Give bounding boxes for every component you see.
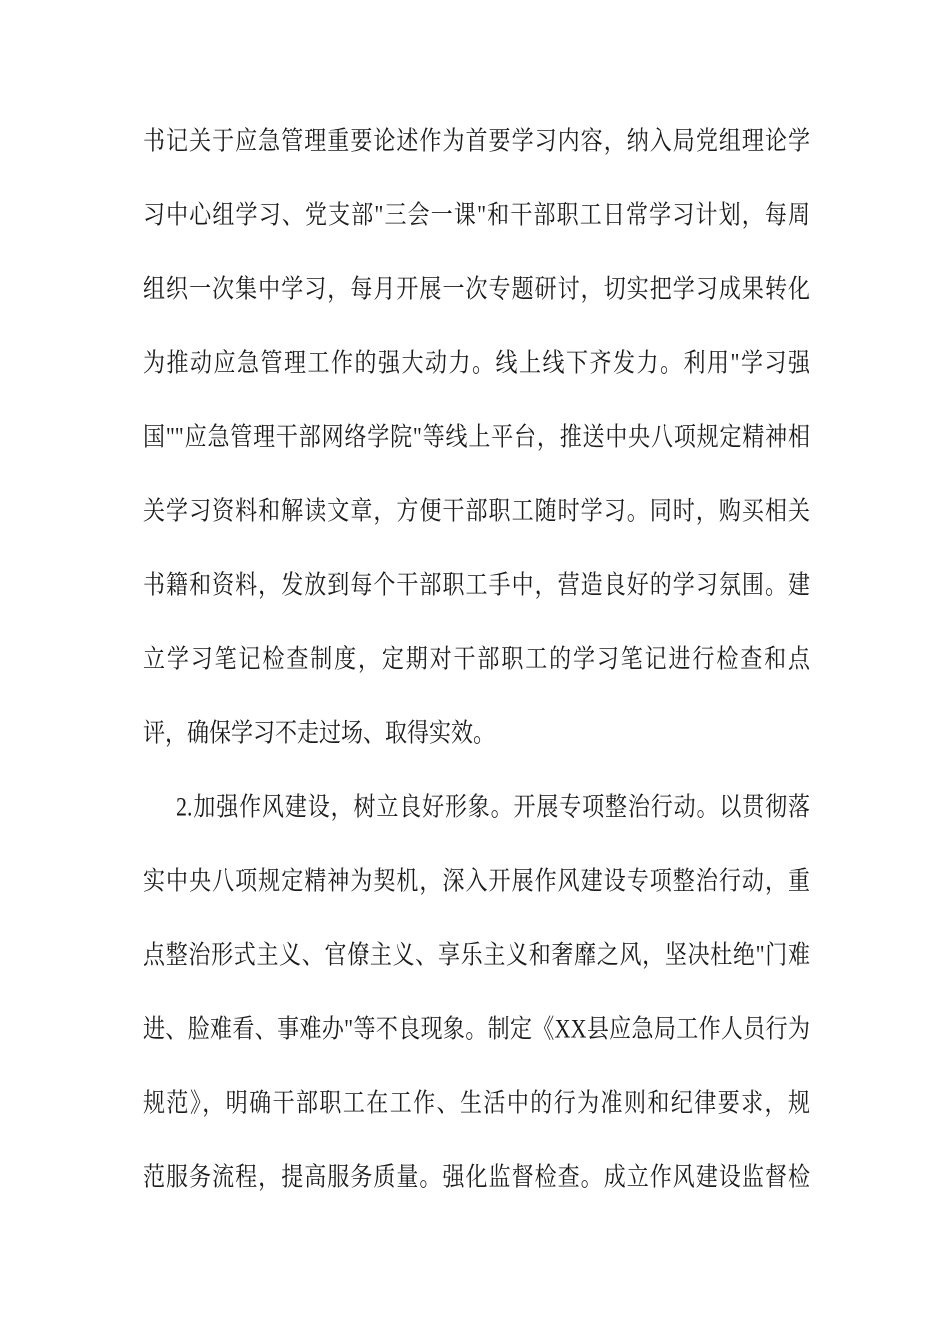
- text-line: 范服务流程，提高服务质量。强化监督检查。成立作风建设监督检: [143, 1161, 810, 1192]
- text-line: 评，确保学习不走过场、取得实效。: [143, 717, 496, 748]
- text-line: 2.加强作风建设，树立良好形象。开展专项整治行动。以贯彻落: [176, 791, 810, 822]
- text-line: 国""应急管理干部网络学院"等线上平台，推送中央八项规定精神相: [143, 421, 810, 452]
- document-text-block: [143, 104, 810, 1214]
- text-line: 规范》，明确干部职工在工作、生活中的行为准则和纪律要求，规: [143, 1087, 810, 1118]
- text-line: 书籍和资料，发放到每个干部职工手中，营造良好的学习氛围。建: [143, 569, 810, 600]
- text-line: 进、脸难看、事难办"等不良现象。制定《XX县应急局工作人员行为: [143, 1013, 810, 1044]
- text-line: 为推动应急管理工作的强大动力。线上线下齐发力。利用"学习强: [143, 347, 810, 378]
- text-line: 立学习笔记检查制度，定期对干部职工的学习笔记进行检查和点: [143, 643, 810, 674]
- text-line: 书记关于应急管理重要论述作为首要学习内容，纳入局党组理论学: [143, 125, 810, 156]
- text-line: 组织一次集中学习，每月开展一次专题研讨，切实把学习成果转化: [143, 273, 810, 304]
- paragraph-2: [143, 770, 810, 1214]
- paragraph-1: [143, 104, 810, 770]
- text-line: 实中央八项规定精神为契机，深入开展作风建设专项整治行动，重: [143, 865, 810, 896]
- text-line: 点整治形式主义、官僚主义、享乐主义和奢靡之风，坚决杜绝"门难: [143, 939, 810, 970]
- text-line: 关学习资料和解读文章，方便干部职工随时学习。同时，购买相关: [143, 495, 810, 526]
- text-line: 习中心组学习、党支部"三会一课"和干部职工日常学习计划，每周: [143, 199, 810, 230]
